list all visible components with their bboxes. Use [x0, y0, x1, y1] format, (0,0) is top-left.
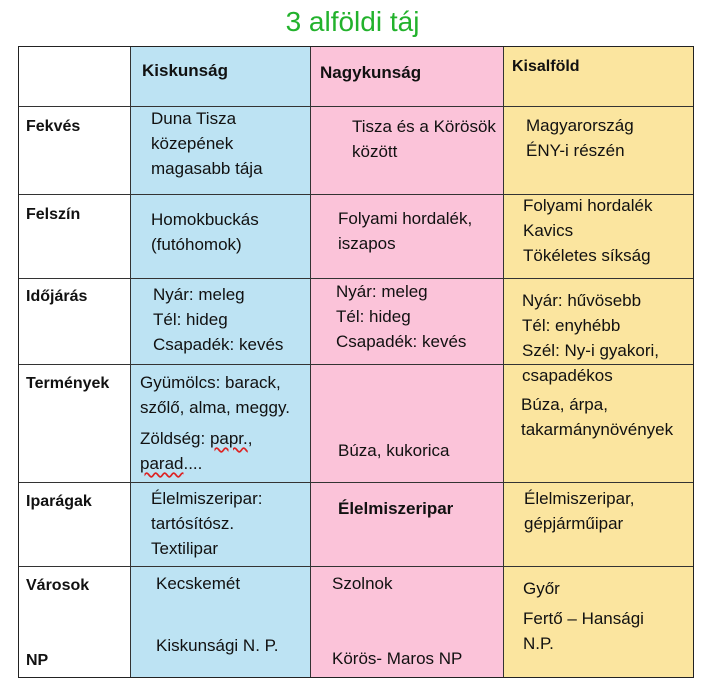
cell-varosok-nagykunsag-city: Szolnok [332, 574, 393, 593]
cell-felszin-kisalfold: Folyami hordalék Kavics Tökéletes síkság [523, 196, 653, 265]
header-kisalfold: Kisalföld [512, 58, 580, 75]
cell-iparagak-kiskunsag: Élelmiszeripar: tartósítósz. Textilipar [151, 489, 263, 558]
cell-varosok-kiskunsag-city: Kecskemét [156, 574, 241, 593]
row-label-fekves: Fekvés [26, 118, 81, 135]
cell-termenyek-kiskunsag-veg: Zöldség: papr., parad.... [140, 429, 253, 473]
row-label-termenyek: Termények [26, 375, 110, 392]
cell-varosok-kisalfold-city: Győr [523, 579, 560, 598]
cell-varosok-kisalfold-np: Fertő – Hansági N.P. [523, 609, 644, 653]
cell-idojaras-kisalfold: Nyár: hűvösebb Tél: enyhébb Szél: Ny-i gyakori, csapadékos [522, 291, 659, 385]
cell-termenyek-kisalfold: Búza, árpa, takarmánynövények [521, 395, 674, 439]
cell-termenyek-kiskunsag-fruit: Gyümölcs: barack, szőlő, alma, meggy. [140, 373, 290, 417]
cell-fekves-nagykunsag: Tisza és a Körösök között [352, 117, 496, 161]
cell-fekves-kisalfold: Magyarország ÉNY-i részén [526, 116, 634, 160]
row-label-varosok: Városok [26, 577, 90, 594]
cell-iparagak-nagykunsag: Élelmiszeripar [338, 499, 454, 518]
cell-idojaras-nagykunsag: Nyár: meleg Tél: hideg Csapadék: kevés [336, 282, 467, 351]
header-nagykunsag: Nagykunság [320, 63, 422, 82]
page-title: 3 alföldi táj [285, 6, 420, 37]
row-label-np: NP [26, 652, 49, 669]
row-label-iparagak: Iparágak [26, 493, 92, 510]
comparison-table [18, 46, 694, 678]
cell-felszin-kiskunsag: Homokbuckás (futóhomok) [151, 210, 259, 254]
cell-felszin-nagykunsag: Folyami hordalék, iszapos [338, 209, 473, 253]
cell-termenyek-nagykunsag: Búza, kukorica [338, 441, 450, 460]
cell-iparagak-kisalfold: Élelmiszeripar, gépjárműipar [524, 489, 635, 533]
cell-fekves-kiskunsag: Duna Tisza közepének magasabb tája [151, 109, 263, 178]
row-label-felszin: Felszín [26, 206, 81, 223]
cell-idojaras-kiskunsag: Nyár: meleg Tél: hideg Csapadék: kevés [153, 285, 284, 354]
header-kiskunsag: Kiskunság [142, 61, 228, 80]
row-label-idojaras: Időjárás [26, 288, 88, 305]
cell-varosok-nagykunsag-np: Körös- Maros NP [332, 649, 463, 668]
cell-varosok-kiskunsag-np: Kiskunsági N. P. [156, 636, 279, 655]
